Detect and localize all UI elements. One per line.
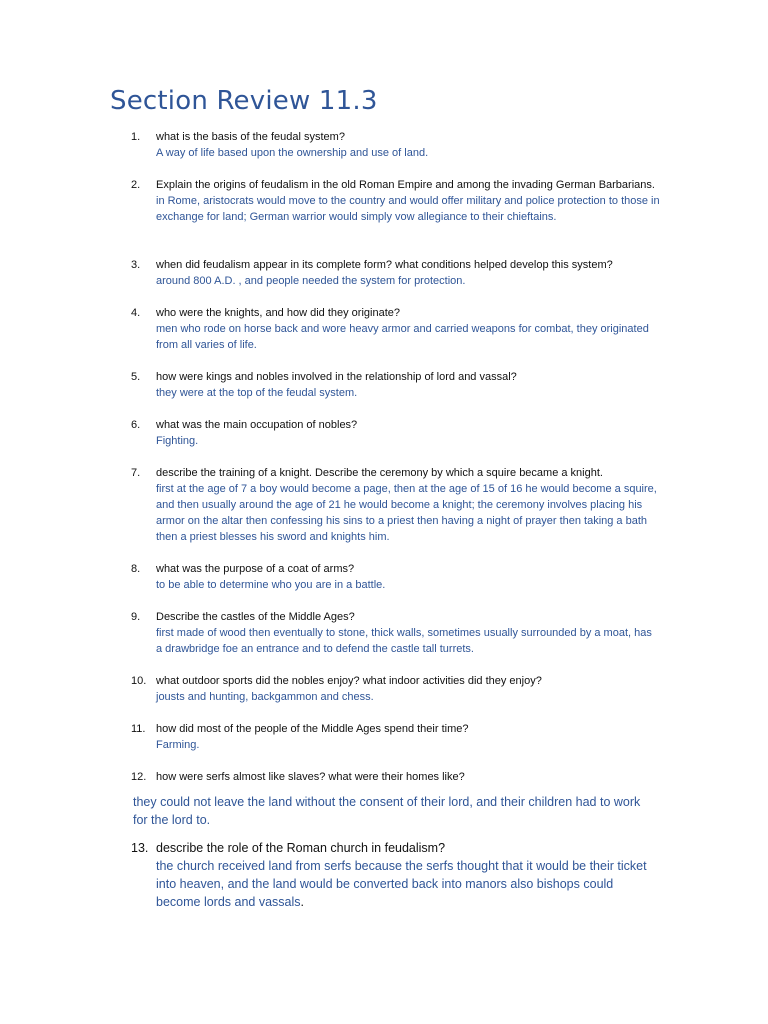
question-text: what is the basis of the feudal system? [156, 131, 345, 143]
question-block [156, 417, 661, 449]
question-number: 10. [131, 675, 147, 687]
question-number: 2. [131, 179, 141, 191]
question-text: describe the training of a knight. Describe the ceremony by which a squire became a knight. [156, 467, 603, 479]
answer-text: first made of wood then eventually to stone, thick walls, sometimes usually surrounded by a moat, has a drawbridge foe an entrance and to defend the castle tall turrets. [156, 627, 652, 655]
question-number: 9. [131, 611, 141, 623]
question-text: Explain the origins of feudalism in the old Roman Empire and among the invading German Barbarians. [156, 179, 655, 191]
answer-text: jousts and hunting, backgammon and chess. [156, 691, 374, 703]
question-block [156, 673, 661, 705]
question-text: how were serfs almost like slaves? what were their homes like? [156, 771, 465, 783]
question-text: what was the main occupation of nobles? [156, 419, 358, 431]
question-number: 12. [131, 771, 147, 783]
question-text: how were kings and nobles involved in the relationship of lord and vassal? [156, 371, 517, 383]
question-text: how did most of the people of the Middle Ages spend their time? [156, 723, 469, 735]
answer-trailing-period: . [300, 895, 305, 909]
answer-text: first at the age of 7 a boy would become a page, then at the age of 15 of 16 he would become a squire, and then usually around the age of 21 he would become a knight; the ceremony involves placing his armor on the altar then confessing his sins to a priest then having a night of prayer then taking a bath then a priest blesses his sword and knights him. [156, 483, 657, 543]
question-block [156, 305, 661, 353]
answer-text: to be able to determine who you are in a battle. [156, 579, 386, 591]
answer-text: around 800 A.D. , and people needed the system for protection. [156, 275, 466, 287]
answer-body: the church received land from serfs because the serfs thought that it would be their ticket into heaven, and the land would be converted back into manors also bishops could become lords and vassals [156, 859, 647, 909]
question-text: what outdoor sports did the nobles enjoy? what indoor activities did they enjoy? [156, 675, 542, 687]
question-text: who were the knights, and how did they originate? [156, 307, 400, 319]
answer-text: Fighting. [156, 435, 199, 447]
question-block [156, 465, 661, 545]
question-number: 4. [131, 307, 141, 319]
question-block [156, 129, 661, 161]
question-number: 13. [131, 841, 149, 855]
question-text: when did feudalism appear in its complete form? what conditions helped develop this system? [156, 259, 613, 271]
question-text: what was the purpose of a coat of arms? [156, 563, 355, 575]
page-title: Section Review 11.3 [110, 86, 378, 116]
answer-text: Farming. [156, 739, 200, 751]
question-number: 7. [131, 467, 141, 479]
answer-text: men who rode on horse back and wore heavy armor and carried weapons for combat, they originated from all varies of life. [156, 323, 649, 351]
answer-text: they were at the top of the feudal system. [156, 387, 358, 399]
question-number: 11. [131, 723, 146, 735]
question-block [156, 369, 661, 401]
question-block [156, 257, 661, 289]
question-number: 1. [131, 131, 141, 143]
answer-text [156, 857, 661, 911]
question-number: 8. [131, 563, 141, 575]
question-number: 3. [131, 259, 141, 271]
question-block [156, 609, 661, 657]
answer-text-12: they could not leave the land without the consent of their lord, and their children had to work for the lord to. [133, 795, 641, 827]
question-number: 6. [131, 419, 141, 431]
answer-text: A way of life based upon the ownership and use of land. [156, 147, 429, 159]
answer-text: in Rome, aristocrats would move to the country and would offer military and police protection to those in exchange for land; German warrior would simply vow allegiance to their chieftains. [156, 195, 660, 223]
question-block [156, 561, 661, 593]
question-block [156, 721, 661, 753]
question-text: describe the role of the Roman church in feudalism? [156, 841, 446, 855]
question-block [156, 839, 661, 911]
question-text: Describe the castles of the Middle Ages? [156, 611, 355, 623]
question-block [156, 769, 661, 785]
question-block [156, 177, 661, 225]
question-number: 5. [131, 371, 141, 383]
